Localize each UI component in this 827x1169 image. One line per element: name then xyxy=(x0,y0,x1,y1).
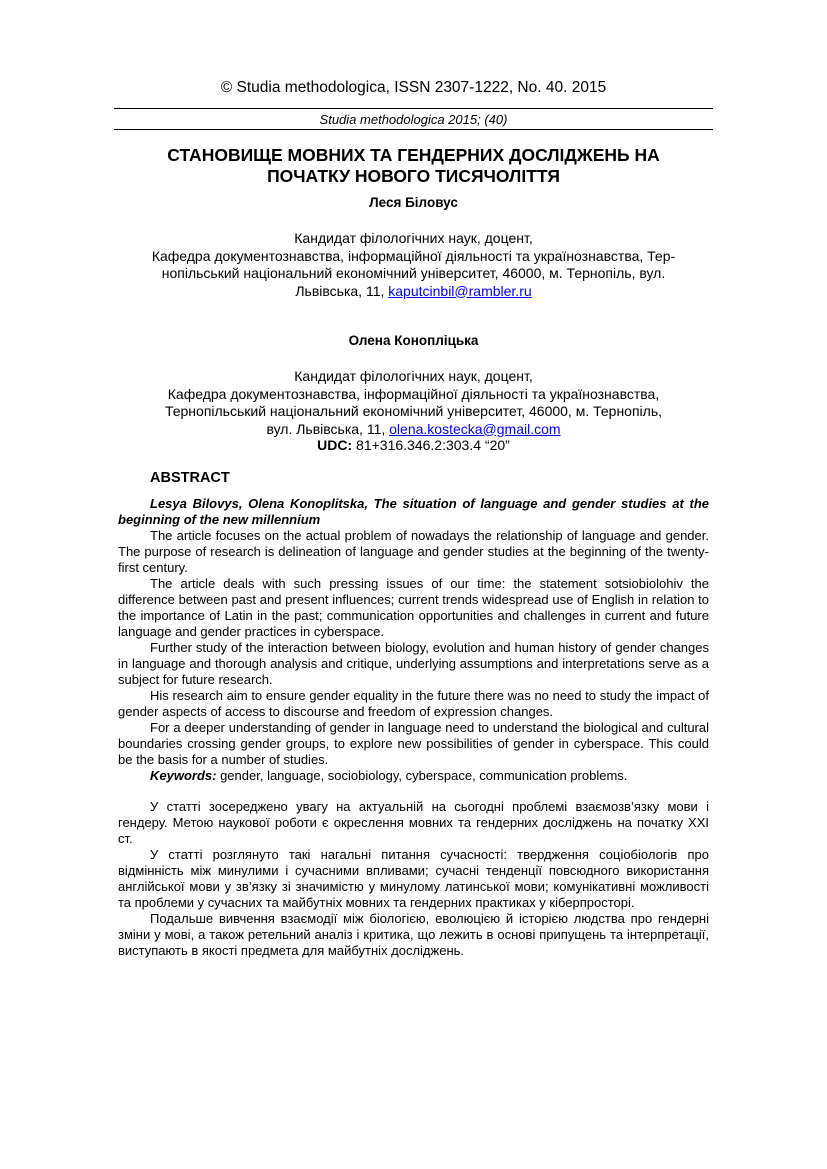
ukrainian-paragraph: У статті зосереджено увагу на актуальній на сьогодні проблемі взаємозв’язку мови і гендеру. Метою наукової роботи є окреслення мовних та гендерних досліджень на початку XXI ст. xyxy=(118,799,709,846)
affiliation-line: Кафедра документознавства, інформаційної діяльності та українознавства, Тер- xyxy=(151,247,676,264)
udc-value: 81+316.346.2:303.4 “20” xyxy=(352,437,510,453)
affiliation-line: Кафедра документознавства, інформаційної діяльності та українознавства, xyxy=(167,385,660,402)
keywords-label: Keywords: xyxy=(150,768,217,783)
title-line-1: СТАНОВИЩЕ МОВНИХ ТА ГЕНДЕРНИХ ДОСЛІДЖЕНЬ НА xyxy=(167,145,660,165)
abstract-paragraph: Further study of the interaction between biology, evolution and human history of gender changes in language and thorough analysis and critique, underlying assumptions and interpretations serve as a subject for future research. xyxy=(118,640,709,687)
affiliation-line: Кандидат філологічних наук, доцент, xyxy=(294,368,533,384)
keywords-line xyxy=(118,768,709,784)
ukrainian-paragraph: У статті розглянуто такі нагальні питання сучасності: твердження соціобіологів про відмінність між минулими і сучасними впливами; сучасні тенденції повсюдного використання англійської мови у зв’язку зі значимістю у минулому латинської мови; комунікативні можливості та проблеми у сучасних та майбутніх мовних та гендерних практиках у кіберпросторі. xyxy=(118,847,709,910)
author-affiliation-1 xyxy=(114,230,713,300)
abstract-lead: Lesya Bilovys, Olena Konoplitska, The situation of language and gender studies at the beginning of the new millennium xyxy=(118,496,709,527)
affiliation-line xyxy=(114,283,713,301)
author-email-link[interactable]: olena.kostecka@gmail.com xyxy=(389,420,561,437)
udc-line xyxy=(0,437,827,453)
copyright-line: © Studia methodologica, ISSN 2307-1222, No. 40. 2015 xyxy=(220,79,607,96)
article-title xyxy=(114,145,713,187)
author-name-1: Леся Біловус xyxy=(369,195,458,210)
affiliation-line: Кандидат філологічних наук, доцент, xyxy=(294,230,533,246)
abstract-paragraph: The article focuses on the actual problem of nowadays the relationship of language and gender. The purpose of research is delineation of language and gender studies at the beginning of the twenty-first century. xyxy=(118,528,709,575)
address-text: вул. Львівська, 11, xyxy=(266,420,390,437)
abstract-paragraph: For a deeper understanding of gender in language need to understand the biological and cultural boundaries crossing gender groups, to explore new possibilities of gender in cyberspace. This could be the basis for a number of studies. xyxy=(118,720,709,767)
author-email-link[interactable]: kaputcinbil@rambler.ru xyxy=(388,282,532,299)
affiliation-line xyxy=(114,421,713,439)
abstract-paragraph: The article deals with such pressing issues of our time: the statement sotsiobiolohiv the difference between past and present influences; current trends widespread use of English in relation to the importance of Latin in the past; communication opportunities and challenges in current and future language and gender practices in cyberspace. xyxy=(118,576,709,639)
affiliation-line: Тернопільський національний економічний університет, 46000, м. Тернопіль, xyxy=(164,403,663,419)
abstract-heading: ABSTRACT xyxy=(150,470,230,486)
header-rule-bottom xyxy=(114,129,713,130)
affiliation-line: нопільський національний економічний університет, 46000, м. Тернопіль, вул. xyxy=(161,265,666,281)
address-text: Львівська, 11, xyxy=(295,282,389,299)
author-name-2: Олена Конопліцька xyxy=(348,333,479,348)
keywords-text: gender, language, sociobiology, cyberspace, communication problems. xyxy=(216,768,628,783)
ukrainian-abstract-body xyxy=(118,799,709,959)
abstract-body xyxy=(118,496,709,784)
ukrainian-paragraph: Подальше вивчення взаємодії між біологією, еволюцією й історією людства про гендерні зміни у мові, а також ретельний аналіз і критика, що лежить в основі припущень та інтерпретації, виступають в якості предмета для майбутніх досліджень. xyxy=(118,911,709,958)
author-affiliation-2 xyxy=(114,368,713,438)
title-line-2: ПОЧАТКУ НОВОГО ТИСЯЧОЛІТТЯ xyxy=(267,166,560,186)
udc-label: UDC: xyxy=(317,437,353,453)
journal-name: Studia methodologica 2015; (40) xyxy=(319,112,508,127)
header-rule-top xyxy=(114,108,713,109)
abstract-paragraph: His research aim to ensure gender equality in the future there was no need to study the impact of gender aspects of access to discourse and freedom of expression changes. xyxy=(118,688,709,719)
